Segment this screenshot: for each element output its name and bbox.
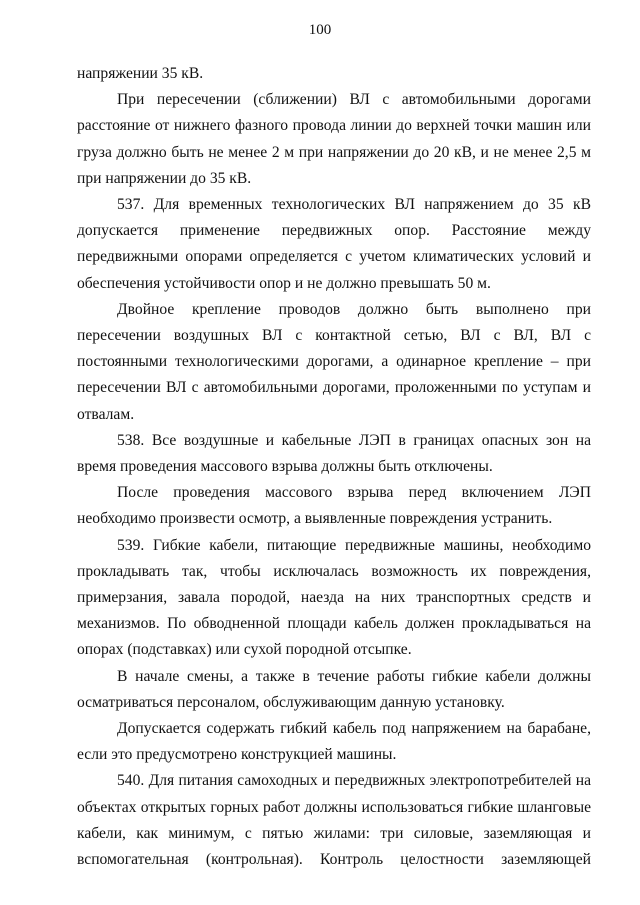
page-number: 100	[308, 22, 332, 38]
paragraph-road-crossing: При пересечении (сближении) ВЛ с автомобильными дорогами расстояние от нижнего фазного провода линии до верхней точки машин или груза должно быть не менее 2 м при напряжении до 20 кВ, и не менее 2,5 м при напряжении до 35 кВ.	[77, 91, 591, 187]
paragraph-540: 540. Для питания самоходных и передвижных электропотребителей на объектах открытых горных работ должны использоваться гибкие шланговые кабели, как минимум, с пятью жилами: три силовые, заземляющая и вспомогательная (контрольная). Контроль целостности заземляющей	[77, 772, 591, 869]
paragraph-after-blast: После проведения массового взрыва перед включением ЛЭП необходимо произвести осмотр, а выявленные повреждения устранить.	[77, 484, 591, 528]
paragraph-537: 537. Для временных технологических ВЛ напряжением до 35 кВ допускается применение передвижных опор. Расстояние между передвижными опорами определяется с учетом климатических условий и обеспечения устойчивости опор и не должно превышать 50 м.	[77, 196, 591, 292]
paragraph-shift-inspection: В начале смены, а также в течение работы гибкие кабели должны осматриваться персоналом, обслуживающим данную установку.	[77, 667, 591, 711]
paragraph-continuation: напряжении 35 кВ.	[77, 65, 204, 82]
document-body	[77, 61, 591, 873]
paragraph-double-fastening: Двойное крепление проводов должно быть выполнено при пересечении воздушных ВЛ с контактной сетью, ВЛ с ВЛ, ВЛ с постоянными технологическими дорогами, а одинарное крепление – при пересечении ВЛ с автомобильными дорогами, проложенными по уступам и отвалам.	[77, 300, 591, 423]
paragraph-539: 539. Гибкие кабели, питающие передвижные машины, необходимо прокладывать так, чтобы исключалась возможность их повреждения, примерзания, завала породой, наезда на них транспортных средств и механизмов. По обводненной площади кабель должен прокладываться на опорах (подставках) или сухой породной отсыпке.	[77, 536, 591, 659]
paragraph-drum-cable: Допускается содержать гибкий кабель под напряжением на барабане, если это предусмотрено конструкцией машины.	[77, 720, 591, 764]
paragraph-538: 538. Все воздушные и кабельные ЛЭП в границах опасных зон на время проведения массового взрыва должны быть отключены.	[77, 431, 591, 476]
